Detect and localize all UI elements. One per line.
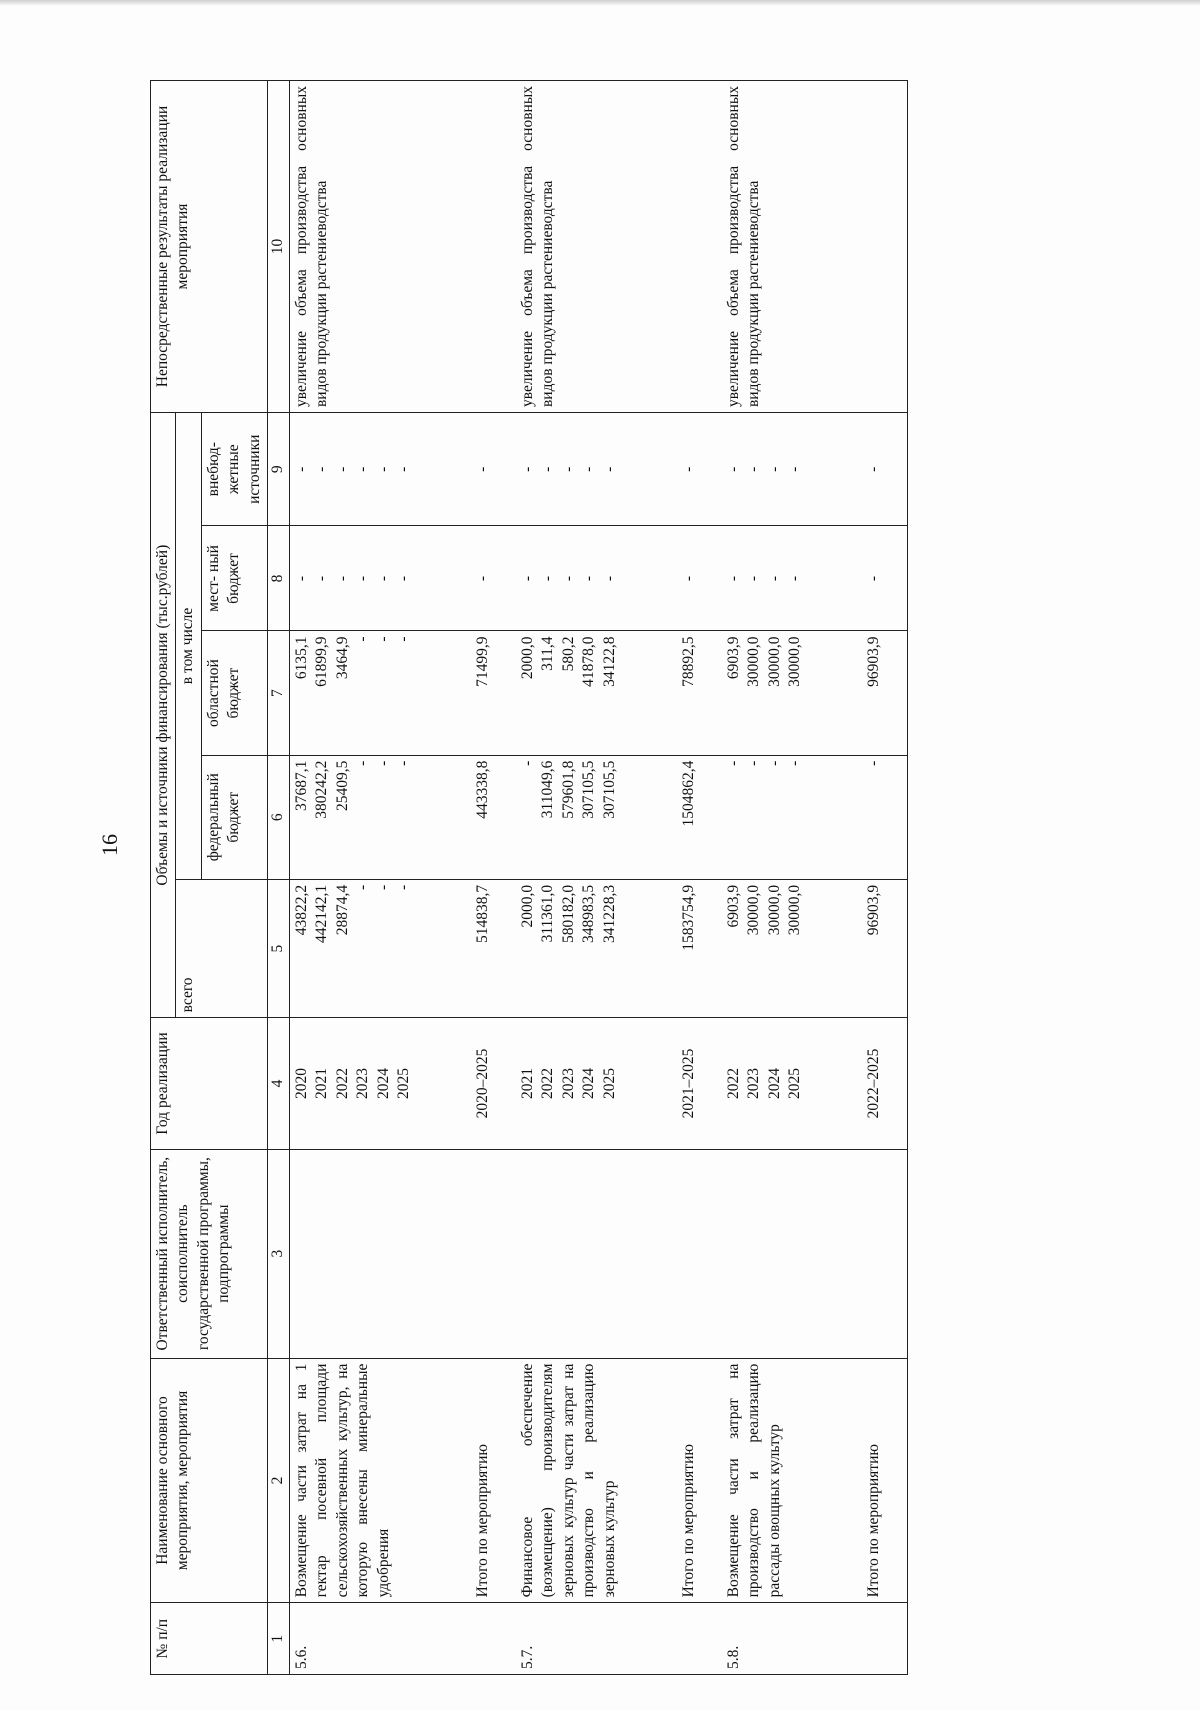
extra-value: - (394, 466, 412, 472)
spacer-cell (702, 526, 722, 631)
spacer-cell (807, 631, 862, 755)
total-period-text: 2020–2025 (474, 1048, 492, 1119)
spacer-cell (416, 1018, 471, 1149)
scan-edge (0, 0, 1200, 6)
federal-value: 311049,6 (539, 760, 557, 819)
header-number: № п/п (151, 1603, 268, 1675)
spacer-cell (702, 81, 722, 413)
spacer-cell (807, 755, 862, 879)
total-federal-text: 443338,8 (474, 760, 492, 819)
extra-value: - (374, 466, 392, 472)
federal-value: - (374, 760, 392, 766)
total-value: - (394, 884, 412, 891)
measure-name-text: Финансовое обеспечение (возмещение) производителям зерновых культур части затрат на производство и реализацию зерновых культур (518, 1363, 618, 1598)
measure-name-text: Возмещение части затрат на производство и реализацию рассады овощных культур (724, 1363, 783, 1598)
header-regional: областной бюджет (201, 631, 267, 755)
spacer-cell (887, 1358, 908, 1603)
total-extra (862, 413, 886, 526)
column-number-cell: 9 (268, 413, 289, 526)
federal-value: - (785, 760, 803, 766)
spacer-cell (416, 1358, 471, 1603)
year-value: 2021 (313, 1068, 331, 1100)
total-row (677, 81, 701, 1675)
total-local (677, 526, 701, 631)
total-extra-text: - (680, 466, 698, 472)
spacer-cell (496, 413, 516, 526)
federal-value: - (745, 760, 763, 766)
total-sum-text: 514838,7 (474, 884, 492, 943)
measure-number-text: 5.8. (724, 1645, 742, 1669)
header-federal: федеральный бюджет (201, 755, 267, 879)
spacer-cell (622, 879, 677, 1018)
spacer-cell (807, 413, 862, 526)
federal-value: - (394, 760, 412, 766)
measure-total (722, 879, 808, 1018)
total-regional-text: 78892,5 (680, 636, 698, 687)
total-period (677, 1018, 701, 1149)
table-row (722, 81, 808, 1675)
total-regional (862, 631, 886, 755)
year-value: 2020 (292, 1068, 310, 1100)
measure-name (722, 1358, 808, 1603)
total-extra-text: - (865, 466, 883, 472)
measure-local (722, 526, 808, 631)
header-extra: внебюд- жетные источники (201, 413, 267, 526)
total-label (471, 1358, 495, 1603)
total-label (677, 1358, 701, 1603)
local-value: - (394, 575, 412, 582)
header-total: всего (176, 879, 268, 1018)
total-regional-text: 96903,9 (865, 636, 883, 687)
measure-total (516, 879, 622, 1018)
spacer-cell (807, 526, 862, 631)
regional-value: 6135,1 (292, 636, 310, 680)
column-number-cell: 1 (268, 1603, 289, 1675)
rotated-table-container (150, 80, 1185, 1675)
year-value: 2021 (518, 1068, 536, 1100)
spacer-cell (416, 879, 471, 1018)
measure-federal (722, 755, 808, 879)
year-value: 2022 (724, 1068, 742, 1100)
spacer-cell (416, 631, 471, 755)
total-value: 341228,3 (600, 884, 618, 943)
year-value: 2025 (600, 1068, 618, 1100)
local-value: - (354, 575, 372, 582)
measure-number-text: 5.6. (292, 1645, 310, 1669)
spacer-row (416, 81, 471, 1675)
regional-value: - (394, 636, 412, 642)
measure-local (289, 526, 416, 631)
measure-result-text: увеличение объема производства основных видов продукции растениеводства (724, 86, 763, 408)
total-local-text: - (680, 575, 698, 582)
total-value: 28874,4 (333, 884, 351, 936)
measure-name-text: Возмещение части затрат на 1 гектар посевной площади сельскохозяйственных культур, на которую внесены минеральные удобрения (292, 1363, 392, 1598)
spacer-cell (702, 1149, 722, 1358)
spacer-cell (807, 879, 862, 1018)
measure-local (516, 526, 622, 631)
spacer-cell (496, 81, 516, 413)
total-federal-text: 1504862,4 (680, 760, 698, 827)
column-number-cell: 5 (268, 879, 289, 1018)
extra-value: - (559, 466, 577, 472)
spacer-cell (702, 1603, 722, 1675)
measure-result (516, 81, 622, 413)
total-result-cell (677, 81, 701, 413)
total-value: 348983,5 (580, 884, 598, 943)
local-value: - (765, 575, 783, 582)
total-value: 43822,2 (292, 884, 310, 936)
total-value: 311361,0 (539, 884, 557, 943)
total-period (862, 1018, 886, 1149)
spacer-cell (496, 755, 516, 879)
measure-number (516, 1603, 622, 1675)
spacer-cell (887, 1149, 908, 1358)
extra-value: - (313, 466, 331, 472)
extra-value: - (745, 466, 763, 472)
year-value: 2024 (580, 1068, 598, 1100)
extra-value: - (518, 466, 536, 472)
header-executor: Ответственный исполнитель, соисполнитель государственной программы, подпрограммы (151, 1149, 268, 1358)
total-row (862, 81, 886, 1675)
spacer-row (496, 81, 516, 1675)
measure-executor (516, 1149, 622, 1358)
extra-value: - (354, 466, 372, 472)
federal-value: - (354, 760, 372, 766)
spacer-cell (622, 631, 677, 755)
regional-value: 30000,0 (785, 636, 803, 687)
total-number-cell (677, 1603, 701, 1675)
spacer-cell (416, 1603, 471, 1675)
table-row (516, 81, 622, 1675)
spacer-cell (887, 1018, 908, 1149)
spacer-cell (496, 526, 516, 631)
measure-years (516, 1018, 622, 1149)
spacer-cell (496, 1358, 516, 1603)
total-regional-text: 71499,9 (474, 636, 492, 687)
header-including: в том числе (176, 413, 201, 880)
total-value: 442142,1 (313, 884, 331, 943)
spacer-cell (807, 81, 862, 413)
extra-value: - (724, 466, 742, 472)
spacer-cell (622, 1603, 677, 1675)
spacer-row (887, 81, 908, 1675)
spacer-cell (496, 631, 516, 755)
total-result-cell (862, 81, 886, 413)
extra-value: - (539, 466, 557, 472)
measure-executor (289, 1149, 416, 1358)
spacer-cell (622, 1018, 677, 1149)
total-executor-cell (677, 1149, 701, 1358)
total-value: 6903,9 (724, 884, 742, 928)
header-results: Непосредственные результаты реализации мероприятия (151, 81, 268, 413)
total-value: 2000,0 (518, 884, 536, 928)
extra-value: - (333, 466, 351, 472)
year-value: 2025 (785, 1068, 803, 1100)
regional-value: 2000,0 (518, 636, 536, 680)
total-value: 30000,0 (765, 884, 783, 936)
spacer-cell (887, 631, 908, 755)
year-value: 2023 (745, 1068, 763, 1100)
spacer-cell (622, 755, 677, 879)
local-value: - (724, 575, 742, 582)
total-sum (471, 879, 495, 1018)
total-value: 30000,0 (745, 884, 763, 936)
spacer-cell (807, 1149, 862, 1358)
federal-value: 579601,8 (559, 760, 577, 819)
column-number-cell: 3 (268, 1149, 289, 1358)
regional-value: 3464,9 (333, 636, 351, 680)
spacer-cell (622, 81, 677, 413)
spacer-cell (887, 879, 908, 1018)
total-federal (862, 755, 886, 879)
regional-value: 61899,9 (313, 636, 331, 687)
total-sum-text: 96903,9 (865, 884, 883, 936)
spacer-cell (702, 1358, 722, 1603)
federal-value: - (765, 760, 783, 766)
funding-table (150, 80, 908, 1675)
spacer-cell (702, 631, 722, 755)
column-number-cell: 2 (268, 1358, 289, 1603)
federal-value: 307105,5 (580, 760, 598, 819)
extra-value: - (580, 466, 598, 472)
measure-executor (722, 1149, 808, 1358)
measure-regional (722, 631, 808, 755)
total-extra-text: - (474, 466, 492, 472)
total-regional (677, 631, 701, 755)
total-label-text: Итого по мероприятию (474, 1444, 492, 1598)
extra-value: - (600, 466, 618, 472)
measure-result (722, 81, 808, 413)
measure-extra (722, 413, 808, 526)
total-label-text: Итого по мероприятию (865, 1444, 883, 1598)
regional-value: 30000,0 (745, 636, 763, 687)
local-value: - (539, 575, 557, 582)
spacer-cell (702, 1018, 722, 1149)
extra-value: - (292, 466, 310, 472)
measure-extra (289, 413, 416, 526)
spacer-row (807, 81, 862, 1675)
column-number-cell: 10 (268, 81, 289, 413)
spacer-cell (887, 81, 908, 413)
table-row (289, 81, 416, 1675)
spacer-cell (887, 1603, 908, 1675)
total-local-text: - (474, 575, 492, 582)
local-value: - (785, 575, 803, 582)
local-value: - (313, 575, 331, 582)
federal-value: 380242,2 (313, 760, 331, 819)
total-extra (677, 413, 701, 526)
page-number: 16 (97, 834, 122, 856)
regional-value: - (354, 636, 372, 642)
spacer-cell (416, 755, 471, 879)
measure-total (289, 879, 416, 1018)
table-header (151, 81, 290, 1675)
total-federal-text: - (865, 760, 883, 766)
federal-value: 25409,5 (333, 760, 351, 812)
spacer-cell (622, 1358, 677, 1603)
total-executor-cell (862, 1149, 886, 1358)
spacer-cell (887, 413, 908, 526)
spacer-cell (807, 1018, 862, 1149)
total-value: - (354, 884, 372, 891)
header-local: мест- ный бюджет (201, 526, 267, 631)
column-number-cell: 4 (268, 1018, 289, 1149)
local-value: - (745, 575, 763, 582)
year-value: 2022 (333, 1068, 351, 1100)
measure-name (289, 1358, 416, 1603)
total-period-text: 2022–2025 (865, 1048, 883, 1119)
measure-number-text: 5.7. (518, 1645, 536, 1669)
header-funding-group: Объемы и источники финансирования (тыс.рублей) (151, 413, 176, 1018)
spacer-cell (496, 1018, 516, 1149)
total-value: 580182,0 (559, 884, 577, 943)
measure-number (289, 1603, 416, 1675)
measure-federal (516, 755, 622, 879)
total-result-cell (471, 81, 495, 413)
regional-value: 311,4 (539, 636, 557, 671)
spacer-cell (702, 755, 722, 879)
spacer-row (622, 81, 677, 1675)
spacer-cell (416, 526, 471, 631)
local-value: - (518, 575, 536, 582)
column-number-cell: 6 (268, 755, 289, 879)
total-sum (677, 879, 701, 1018)
measure-federal (289, 755, 416, 879)
total-extra (471, 413, 495, 526)
column-number-row (268, 81, 289, 1675)
table-body (289, 81, 907, 1675)
regional-value: - (374, 636, 392, 642)
column-number-cell: 7 (268, 631, 289, 755)
spacer-cell (416, 413, 471, 526)
federal-value: 307105,5 (600, 760, 618, 819)
total-period (471, 1018, 495, 1149)
regional-value: 30000,0 (765, 636, 783, 687)
spacer-row (702, 81, 722, 1675)
total-sum-text: 1583754,9 (680, 884, 698, 951)
spacer-cell (496, 879, 516, 1018)
local-value: - (600, 575, 618, 582)
total-row (471, 81, 495, 1675)
spacer-cell (887, 526, 908, 631)
measure-result-text: увеличение объема производства основных видов продукции растениеводства (518, 86, 557, 408)
total-label (862, 1358, 886, 1603)
measure-regional (516, 631, 622, 755)
local-value: - (374, 575, 392, 582)
measure-regional (289, 631, 416, 755)
local-value: - (559, 575, 577, 582)
spacer-cell (496, 1603, 516, 1675)
local-value: - (580, 575, 598, 582)
year-value: 2025 (394, 1068, 412, 1100)
year-value: 2022 (539, 1068, 557, 1100)
total-number-cell (471, 1603, 495, 1675)
extra-value: - (785, 466, 803, 472)
year-value: 2024 (374, 1068, 392, 1100)
local-value: - (292, 575, 310, 582)
total-label-text: Итого по мероприятию (680, 1444, 698, 1598)
local-value: - (333, 575, 351, 582)
measure-years (289, 1018, 416, 1149)
spacer-cell (622, 413, 677, 526)
total-value: - (374, 884, 392, 891)
measure-extra (516, 413, 622, 526)
spacer-cell (622, 1149, 677, 1358)
year-value: 2023 (354, 1068, 372, 1100)
regional-value: 580,2 (559, 636, 577, 672)
total-local (471, 526, 495, 631)
federal-value: 37687,1 (292, 760, 310, 812)
total-federal (471, 755, 495, 879)
measure-result-text: увеличение объема производства основных видов продукции растениеводства (292, 86, 331, 408)
total-period-text: 2021–2025 (680, 1048, 698, 1119)
total-local-text: - (865, 575, 883, 582)
federal-value: - (724, 760, 742, 766)
measure-years (722, 1018, 808, 1149)
regional-value: 41878,0 (580, 636, 598, 687)
spacer-cell (807, 1603, 862, 1675)
total-federal (677, 755, 701, 879)
measure-name (516, 1358, 622, 1603)
spacer-cell (887, 755, 908, 879)
total-local (862, 526, 886, 631)
spacer-cell (807, 1358, 862, 1603)
measure-number (722, 1603, 808, 1675)
regional-value: 6903,9 (724, 636, 742, 680)
total-executor-cell (471, 1149, 495, 1358)
year-value: 2023 (559, 1068, 577, 1100)
measure-result (289, 81, 416, 413)
spacer-cell (702, 879, 722, 1018)
spacer-cell (622, 526, 677, 631)
spacer-cell (416, 1149, 471, 1358)
total-sum (862, 879, 886, 1018)
extra-value: - (765, 466, 783, 472)
year-value: 2024 (765, 1068, 783, 1100)
total-value: 30000,0 (785, 884, 803, 936)
federal-value: - (518, 760, 536, 766)
header-name: Наименование основного мероприятия, мероприятия (151, 1358, 268, 1603)
spacer-cell (496, 1149, 516, 1358)
total-number-cell (862, 1603, 886, 1675)
regional-value: 34122,8 (600, 636, 618, 687)
spacer-cell (702, 413, 722, 526)
spacer-cell (416, 81, 471, 413)
header-year: Год реализации (151, 1018, 268, 1149)
column-number-cell: 8 (268, 526, 289, 631)
total-regional (471, 631, 495, 755)
